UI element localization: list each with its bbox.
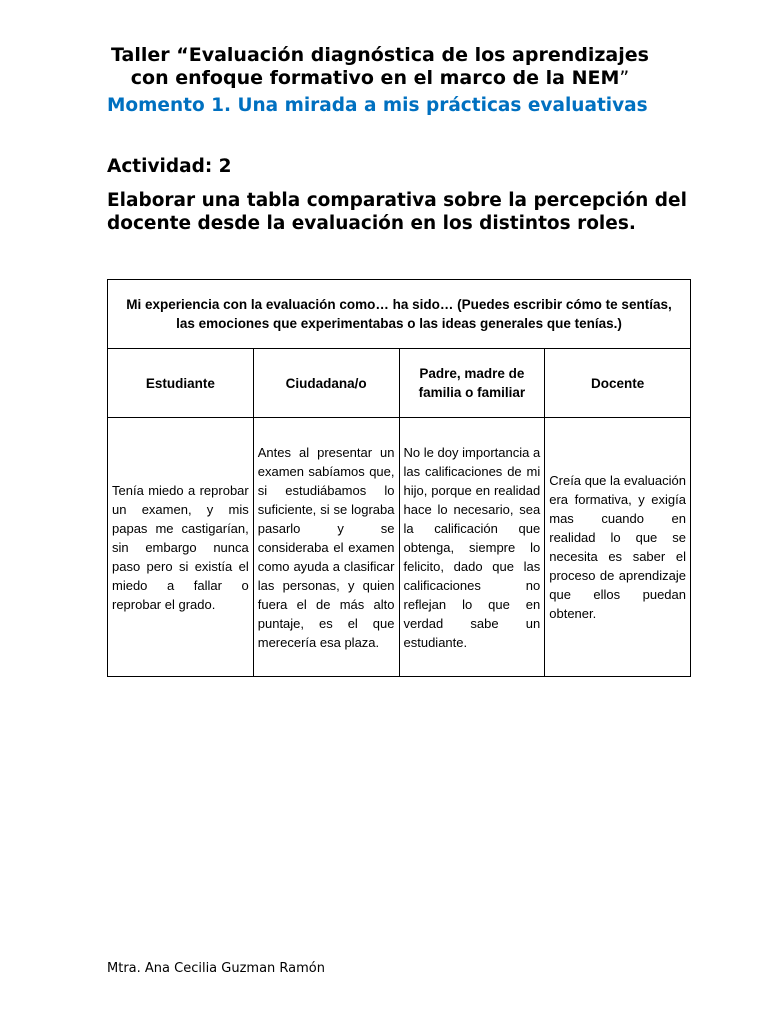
- column-header-estudiante: Estudiante: [108, 349, 254, 418]
- column-header-ciudadano: Ciudadana/o: [253, 349, 399, 418]
- footer-author: Mtra. Ana Cecilia Guzman Ramón: [107, 961, 325, 976]
- activity-label: Actividad: 2: [107, 156, 232, 177]
- activity-instruction: Elaborar una tabla comparativa sobre la percepción del docente desde la evaluación en los distintos roles.: [107, 190, 687, 234]
- cell-padre-madre: No le doy importancia a las calificaciones de mi hijo, porque en realidad hace lo necesario, sea la calificación que obtenga, siempre lo felicito, dado que las calificaciones no reflejan lo que en verdad sabe un estudiante.: [399, 418, 545, 677]
- document-title: [100, 44, 660, 90]
- cell-ciudadano: Antes al presentar un examen sabíamos que, si estudiábamos lo suficiente, si se lograba pasarlo y se consideraba el examen como ayuda a clasificar las personas, y quien fuera el de más alto puntaje, es el que merecería esa plaza.: [253, 418, 399, 677]
- comparison-table: [107, 279, 691, 677]
- cell-estudiante: Tenía miedo a reprobar un examen, y mis papas me castigarían, sin embargo nunca paso pero si existía el miedo a fallar o reprobar el grado.: [108, 418, 254, 677]
- column-header-padre-madre: Padre, madre de familia o familiar: [399, 349, 545, 418]
- title-close-quote: ”: [619, 67, 630, 89]
- moment-heading: Momento 1. Una mirada a mis prácticas evaluativas: [107, 95, 648, 116]
- cell-docente: Creía que la evaluación era formativa, y exigía mas cuando en realidad lo que se necesita es saber el proceso de aprendizaje que ellos puedan obtener.: [545, 418, 691, 677]
- table-intro-cell: Mi experiencia con la evaluación como… ha sido… (Puedes escribir cómo te sentías, las emociones que experimentabas o las ideas generales que tenías.): [108, 280, 691, 349]
- title-text: Taller “Evaluación diagnóstica de los aprendizajes con enfoque formativo en el marco de la NEM: [111, 44, 649, 89]
- table-intro-row: [108, 280, 691, 349]
- table-row: [108, 418, 691, 677]
- column-header-docente: Docente: [545, 349, 691, 418]
- table-header-row: [108, 349, 691, 418]
